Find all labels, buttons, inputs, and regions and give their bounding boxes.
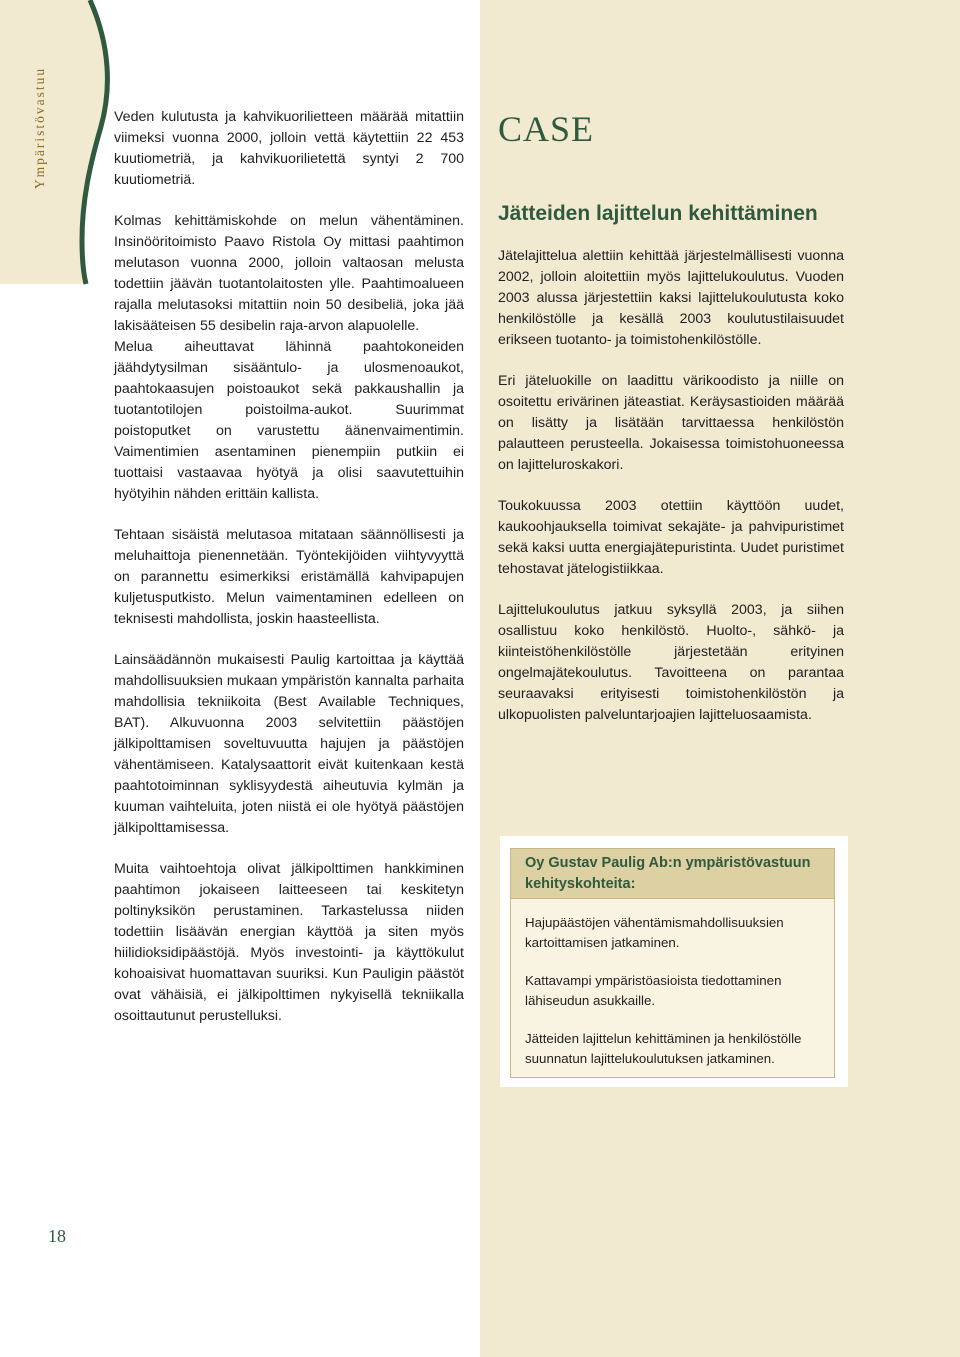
paragraph-bat: Lainsäädännön mukaisesti Paulig kartoittaa ja käyttää mahdollisuuksien mukaan ympäristön kannalta parhaita mahdollisia tekniikoita (Best Available Techniques, BAT). Alkuvuonna 2003 selvitettiin päästöjen jälkipolttamisen soveltuvuutta hajujen ja päästöjen vähentämiseen. Katalysaattorit eivät kuitenkaan kestä paahtotoiminnan syklisyydestä aiheutuvia kylmän ja kuuman vaihteluita, joten niistä ei ole hyötyä päästöjen jälkipolttamisessa. <box>114 652 464 836</box>
page-number: 18 <box>48 1226 66 1246</box>
development-targets-body <box>510 898 835 1078</box>
paragraph-noise-sources: Melua aiheuttavat lähinnä paahtokoneiden jäähdytysilman sisääntulo- ja ulosmenoaukot, paahtokaasujen poistoaukot sekä pakkaushallin ja tuotantotilojen poistoilma-aukot. Suurimmat poistoputket on varustettu äänenvaimentimin. Vaimentimien asentaminen pienempiin putkiin ei tuottaisi vastaavaa hyötyä ja olisi saavutettuihin hyötyihin nähden erittäin kallista. <box>114 339 464 502</box>
case-paragraph-training: Lajittelukoulutus jatkuu syksyllä 2003, ja siihen osallistuu koko henkilöstö. Huolto-, sähkö- ja kiinteistöhenkilöstölle järjestetään erityinen ongelmajätekoulutus. Tavoitteena on parantaa seuraavaksi erityisesti toimistohenkilöstön ja ulkopuolisten palveluntarjoajien lajitteluosaamista. <box>498 602 844 723</box>
paragraph-water-usage: Veden kulutusta ja kahvikuorilietteen määrää mitattiin viimeksi vuonna 2000, jolloin vettä käytettiin 22 453 kuutiometriä, ja kahvikuorilietettä syntyi 2 700 kuutiometriä. <box>114 109 464 188</box>
paragraph-noise-reduction: Kolmas kehittämiskohde on melun vähentäminen. Insinööritoimisto Paavo Ristola Oy mittasi paahtimon melutason vuonna 2000, jolloin valtaosan melusta todettiin jäävän tuotantolaitosten ylle. Paahtimoalueen rajalla melutasoksi mitattiin noin 50 desibeliä, joka jää lakisääteisen 55 desibelin raja-arvon alapuolelle. <box>114 213 464 334</box>
paragraph-alternatives: Muita vaihtoehtoja olivat jälkipolttimen hankkiminen paahtimon jokaiseen laitteeseen tai keskitetyn poltinyksikön perustaminen. Tarkastelussa niiden todettiin lisäävän energian käyttöä ja siten myös hiilidioksidipäästöjä. Myös investointi- ja käyttökulut kohoaisivat huomattavan suuriksi. Kun Pauligin päästöt ovat vähäisiä, ei jälkipolttimen nykyisellä tekniikalla osoittautunut perustelluksi. <box>114 861 464 1024</box>
paragraph-noise-measurement: Tehtaan sisäistä melutasoa mitataan säännöllisesti ja meluhaittoja pienennetään. Työntekijöiden viihtyvyyttä on parannettu esimerkiksi eristämällä kahvipapujen kuljetusputkisto. Melun vaimentaminen edelleen on teknisesti mahdollista, joskin haasteellista. <box>114 527 464 627</box>
case-paragraph-compactors: Toukokuussa 2003 otettiin käyttöön uudet, kaukoohjauksella toimivat sekajäte- ja pahvipuristimet sekä kaksi uutta energiajätepuristinta. Uudet puristimet tehostavat jätelogistiikkaa. <box>498 498 844 577</box>
section-tab-shape <box>0 0 110 300</box>
case-paragraph-sorting-start: Jätelajittelua alettiin kehittää järjestelmällisesti vuonna 2002, jolloin aloitettiin myös lajittelukoulutus. Vuoden 2003 alussa järjestettiin kaksi lajittelukoulutusta koko henkilöstölle ja kesällä 2003 koulutustilaisuudet erikseen tuotanto- ja toimistohenkilöstölle. <box>498 248 844 348</box>
case-text-column <box>498 246 844 746</box>
main-text-column <box>114 107 464 1047</box>
case-title: CASE <box>498 109 595 149</box>
case-heading: Jätteiden lajittelun kehittäminen <box>498 202 818 225</box>
development-targets-box <box>500 836 848 1087</box>
development-targets-title: Oy Gustav Paulig Ab:n ympäristövastuun kehityskohteita: <box>525 855 811 892</box>
case-paragraph-color-coding: Eri jäteluokille on laadittu värikoodisto ja niille on osoitettu erivärinen jäteastiat. Keräysastioiden määrää on lisätty ja lisätään tarvittaessa henkilöstön palautteen perusteella. Jokaisessa toimistohuoneessa on lajitteluroskakori. <box>498 373 844 473</box>
development-target-item: Hajupäästöjen vähentämismahdollisuuksien kartoittamisen jatkaminen. <box>525 915 784 950</box>
development-target-item: Jätteiden lajittelun kehittäminen ja henkilöstölle suunnatun lajittelukoulutuksen jatkaminen. <box>525 1031 802 1066</box>
section-tab <box>0 0 110 300</box>
development-targets-list <box>511 899 834 1068</box>
section-label: Ympäristövastuu <box>32 66 47 190</box>
development-target-item: Kattavampi ympäristöasioista tiedottaminen lähiseudun asukkaille. <box>525 973 782 1008</box>
development-targets-header <box>510 848 835 899</box>
